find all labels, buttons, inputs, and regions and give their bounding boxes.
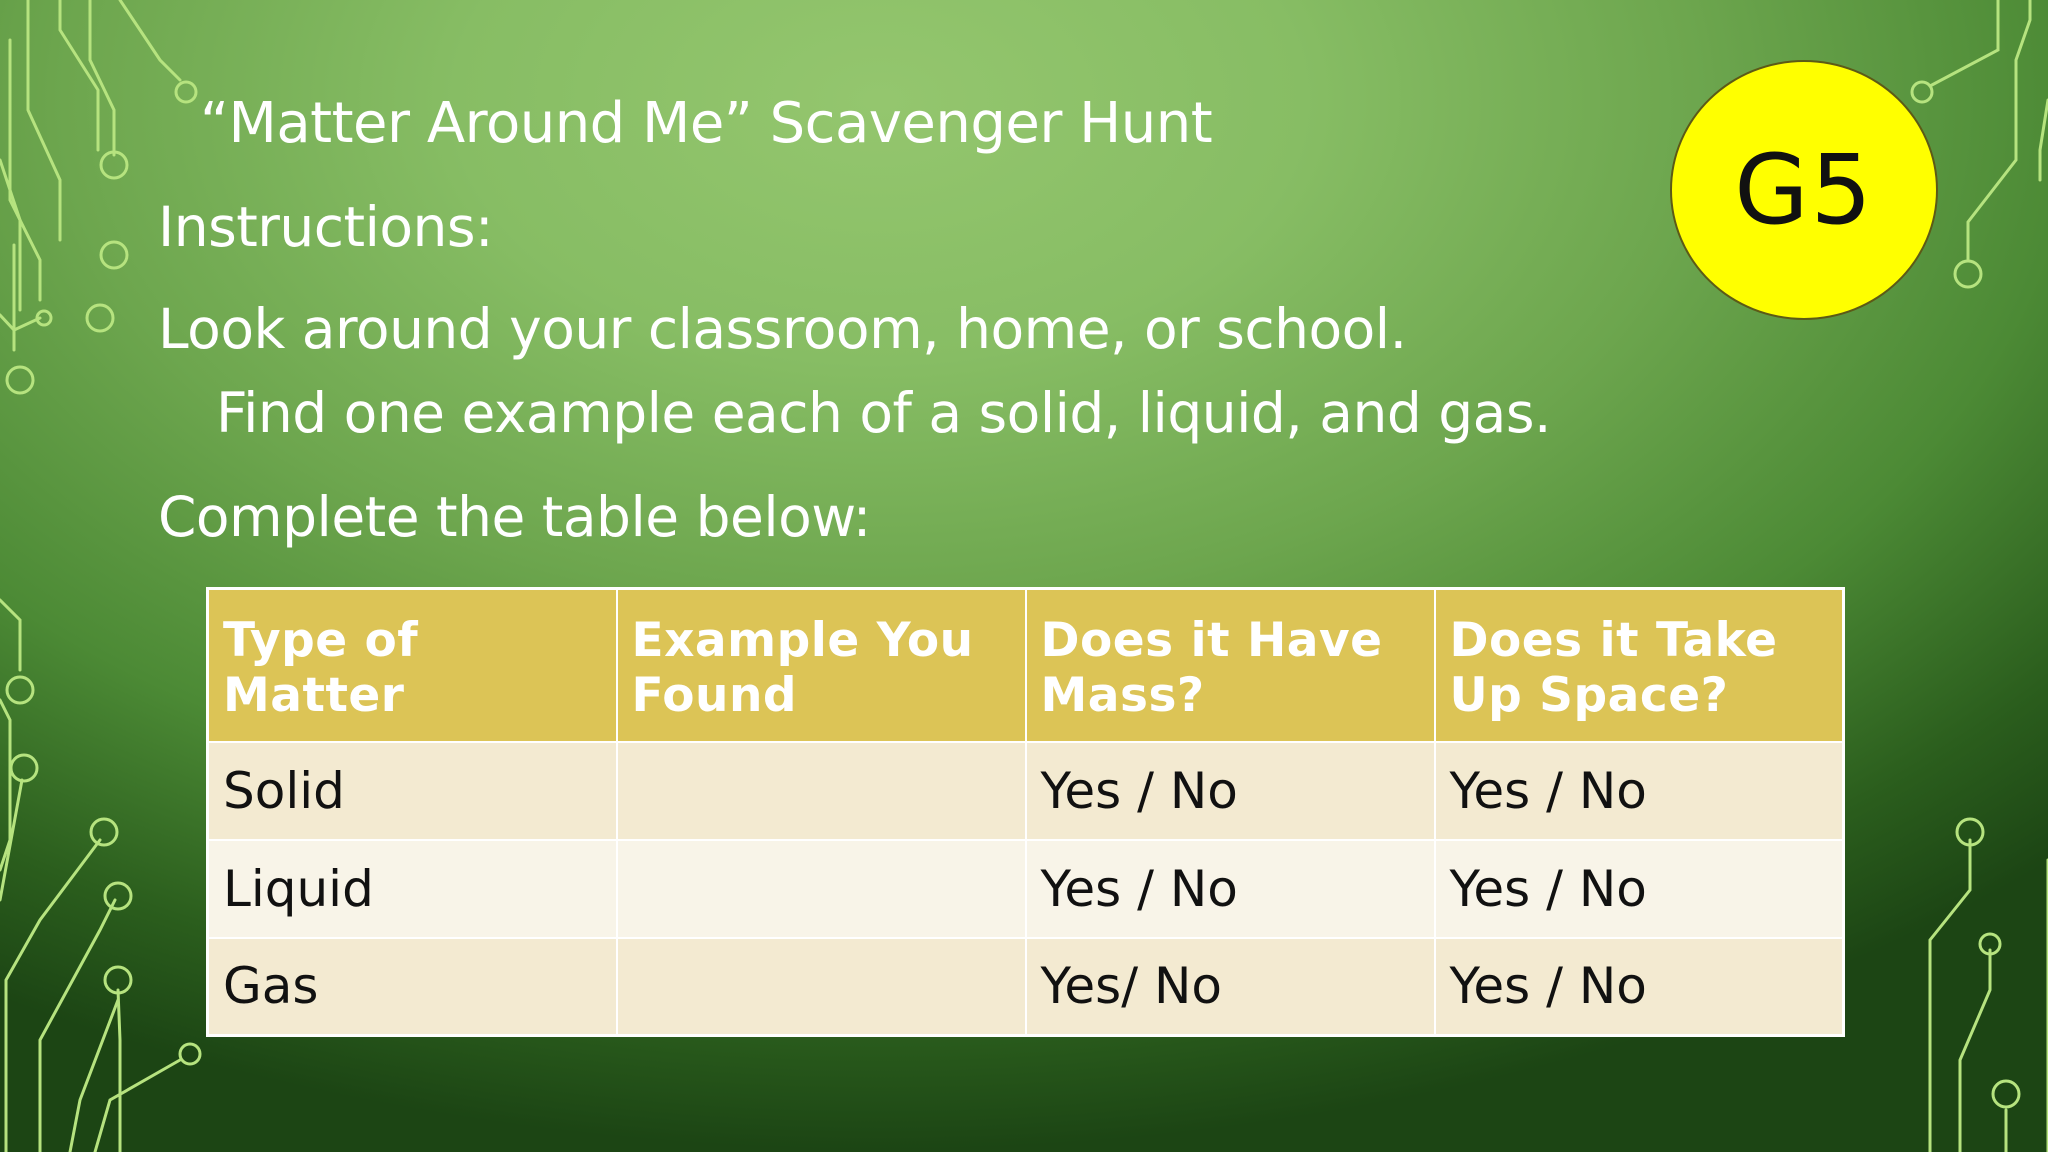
- header-type-of-matter: [208, 589, 617, 742]
- cell-example-liquid[interactable]: [617, 840, 1026, 938]
- table-row-gas: [208, 938, 1844, 1036]
- instruction-look-around: Look around your classroom, home, or school.: [158, 297, 1407, 361]
- cell-type-liquid: Liquid: [208, 840, 617, 938]
- circuit-decoration-left: [0, 0, 240, 1152]
- table-header-row: [208, 589, 1844, 742]
- header-space-line1: Does it Take: [1449, 613, 1778, 669]
- header-has-mass: [1026, 589, 1435, 742]
- cell-mass-liquid: Yes / No: [1026, 840, 1435, 938]
- matter-table: [206, 587, 1845, 1037]
- cell-space-solid: Yes / No: [1435, 742, 1844, 840]
- cell-mass-gas: Yes/ No: [1026, 938, 1435, 1036]
- instructions-label: Instructions:: [158, 195, 494, 259]
- slide-title: “Matter Around Me” Scavenger Hunt: [200, 91, 1213, 156]
- header-example-found: [617, 589, 1026, 742]
- header-space-line2: Up Space?: [1449, 668, 1729, 724]
- table-row-solid: [208, 742, 1844, 840]
- cell-mass-solid: Yes / No: [1026, 742, 1435, 840]
- header-mass-line1: Does it Have: [1040, 613, 1383, 669]
- instruction-complete-table: Complete the table below:: [158, 485, 871, 549]
- cell-space-liquid: Yes / No: [1435, 840, 1844, 938]
- cell-space-gas: Yes / No: [1435, 938, 1844, 1036]
- grade-badge: [1670, 60, 1938, 320]
- table-row-liquid: [208, 840, 1844, 938]
- header-mass-line2: Mass?: [1040, 668, 1205, 724]
- instruction-find-examples: Find one example each of a solid, liquid, and gas.: [216, 381, 1551, 445]
- cell-example-gas[interactable]: [617, 938, 1026, 1036]
- cell-type-gas: Gas: [208, 938, 617, 1036]
- cell-example-solid[interactable]: [617, 742, 1026, 840]
- cell-type-solid: Solid: [208, 742, 617, 840]
- header-takes-space: [1435, 589, 1844, 742]
- header-type-line2: Matter: [223, 668, 405, 724]
- header-example-line1: Example You: [631, 613, 974, 669]
- grade-badge-label: G5: [1734, 134, 1874, 246]
- header-type-line1: Type of: [223, 613, 419, 669]
- header-example-line2: Found: [631, 668, 798, 724]
